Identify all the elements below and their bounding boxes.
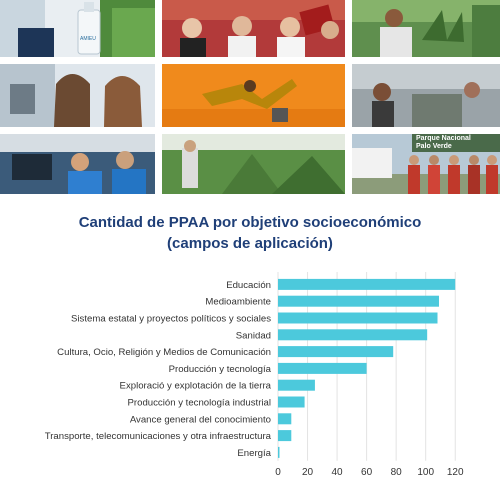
category-label: Sistema estatal y proyectos políticos y sociales <box>71 313 271 325</box>
x-tick-label: 60 <box>361 466 373 478</box>
bar <box>278 447 279 458</box>
photo-field-workers <box>352 64 500 127</box>
photo-microscope <box>0 64 155 127</box>
park-sign-line2: Palo Verde <box>416 143 452 150</box>
bar <box>278 329 427 340</box>
category-label: Educación <box>226 279 271 291</box>
x-tick-label: 100 <box>417 466 435 478</box>
category-label: Producción y tecnología industrial <box>127 397 271 409</box>
bar <box>278 313 438 324</box>
x-tick-label: 120 <box>446 466 464 478</box>
photo-collage <box>0 0 500 196</box>
category-label: Medioambiente <box>205 296 271 308</box>
photo-greenhouse <box>162 134 345 194</box>
park-sign-line1: Parque Nacional <box>416 135 471 142</box>
photo-graduation <box>162 0 345 57</box>
x-tick-label: 0 <box>275 466 281 478</box>
category-label: Avance general del conocimiento <box>129 414 271 426</box>
bar <box>278 413 291 424</box>
category-label: Exploració y explotación de la tierra <box>119 380 271 392</box>
photo-plants <box>352 0 500 57</box>
bar <box>278 380 315 391</box>
x-tick-label: 80 <box>390 466 402 478</box>
photo-students-computers <box>0 134 155 194</box>
category-label: Energía <box>237 447 271 459</box>
x-tick-label: 20 <box>301 466 314 478</box>
bar <box>278 397 305 408</box>
category-label: Producción y tecnología <box>168 363 271 375</box>
bar <box>278 430 291 441</box>
category-label: Cultura, Ocio, Religión y Medios de Comunicación <box>57 347 271 359</box>
photo-park-group <box>352 134 500 194</box>
bar <box>278 363 367 374</box>
bar <box>278 346 393 357</box>
bar <box>278 296 439 307</box>
category-label: Transporte, telecomunicaciones y otra infraestructura <box>44 431 271 443</box>
bar-chart <box>0 268 500 483</box>
chart-title-line2: (campos de aplicación) <box>167 235 333 252</box>
bottle-label: AMIEU <box>80 36 96 42</box>
x-tick-label: 40 <box>331 466 343 478</box>
photo-dancer <box>162 64 345 127</box>
photo-lab-bottle <box>0 0 155 57</box>
bar <box>278 279 455 290</box>
category-label: Sanidad <box>235 330 271 342</box>
chart-title-line1: Cantidad de PPAA por objetivo socioeconómico <box>78 214 422 231</box>
